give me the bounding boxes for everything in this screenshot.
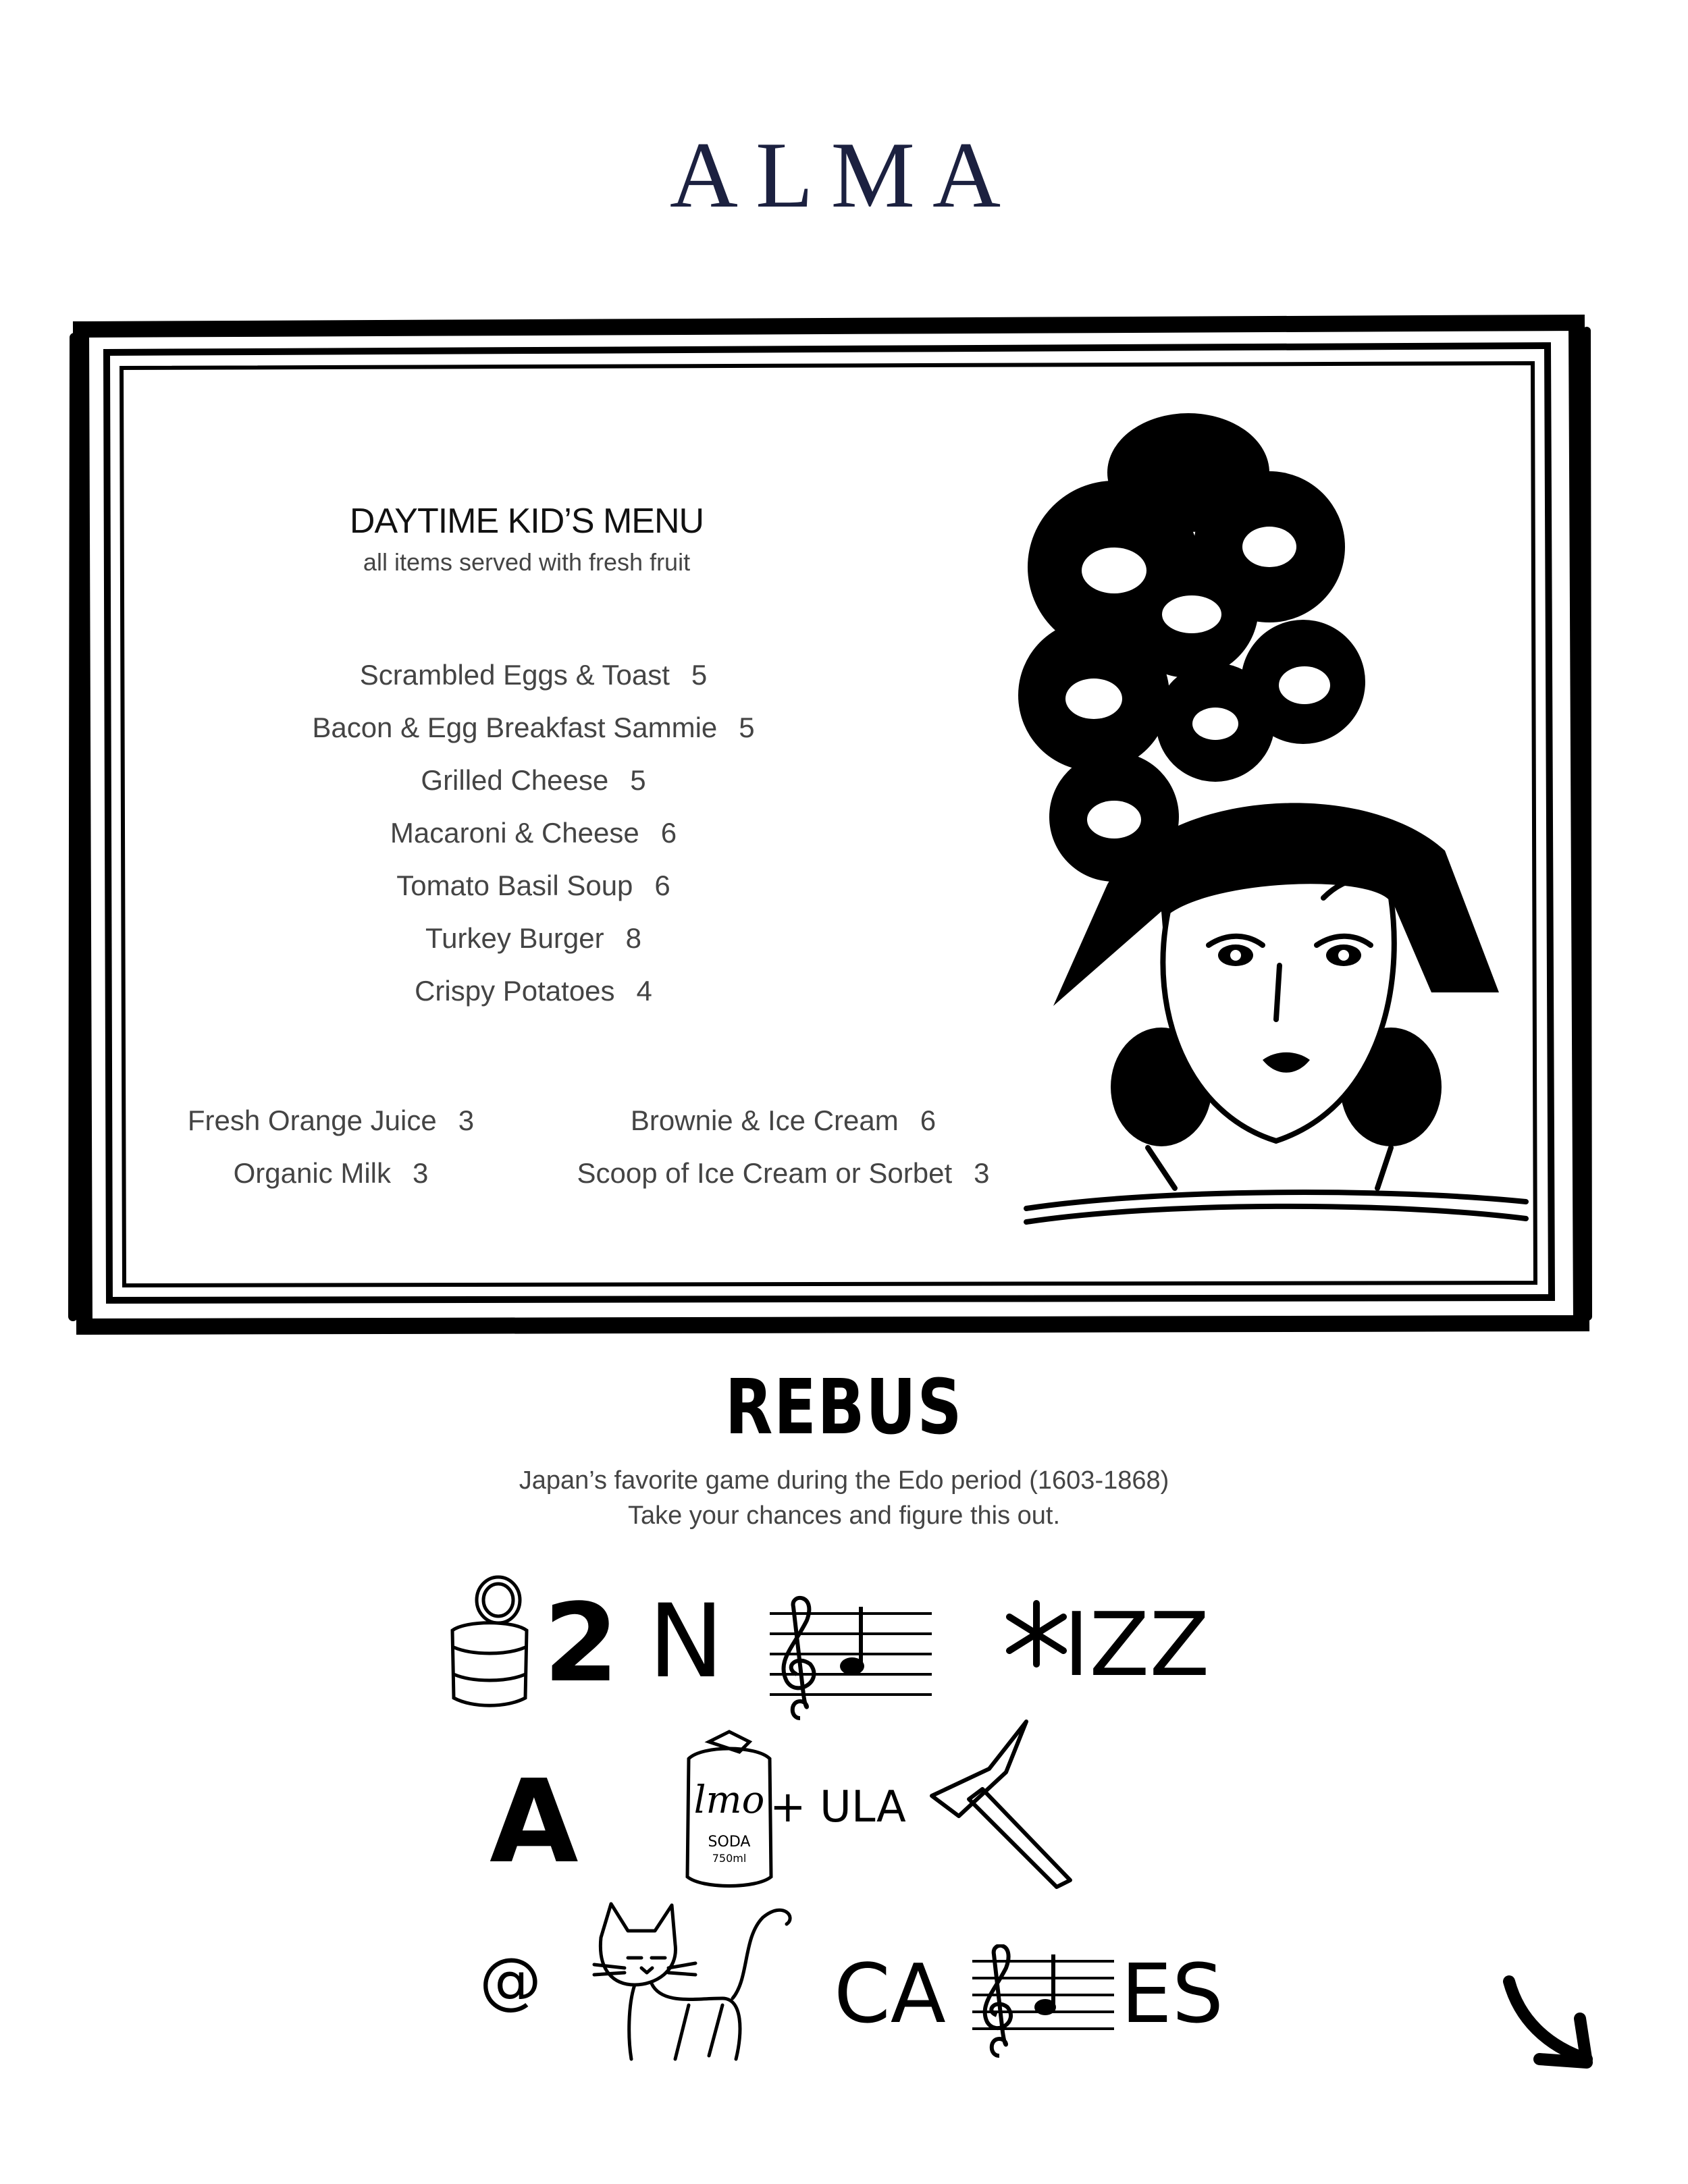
menu-item — [284, 712, 783, 744]
cat-icon — [587, 1897, 803, 2066]
menu-subtitle: all items served with fresh fruit — [363, 548, 691, 576]
menu-item-name: Macaroni & Cheese — [390, 817, 639, 849]
menu-item-name: Crispy Potatoes — [415, 975, 615, 1007]
asterisk-icon — [1006, 1600, 1067, 1668]
menu-item-price: 5 — [691, 659, 708, 691]
menu-item-name: Grilled Cheese — [421, 764, 609, 796]
rebus-plus-ula: + ULA — [770, 1782, 906, 1832]
soda-can-icon — [675, 1728, 783, 1890]
rebus-letter-a: A — [490, 1755, 579, 1889]
menu-item-name: Bacon & Egg Breakfast Sammie — [312, 712, 718, 743]
drink-item-name: Organic Milk — [233, 1157, 392, 1189]
dessert-item-name: Brownie & Ice Cream — [630, 1104, 899, 1136]
rebus-number-two: 2 — [544, 1580, 619, 1706]
menu-item — [284, 975, 783, 1007]
menu-item-price: 6 — [654, 870, 670, 901]
curved-arrow-icon[interactable] — [1499, 1971, 1607, 2079]
dessert-item-price: 6 — [920, 1104, 937, 1136]
rebus-letters-es: ES — [1121, 1948, 1223, 2042]
menu-item-price: 5 — [739, 712, 755, 743]
rebus-letters-izz: IZZ — [1063, 1593, 1210, 1696]
rebus-letter-n: N — [648, 1583, 724, 1701]
menu-title: DAYTIME KID’S MENU — [349, 502, 704, 541]
dessert-item-price: 3 — [974, 1157, 990, 1189]
menu-item — [284, 659, 783, 691]
soda-can-label: SODA — [708, 1834, 751, 1850]
dessert-item — [554, 1104, 1013, 1137]
dessert-item-name: Scoop of Ice Cream or Sorbet — [577, 1157, 953, 1189]
music-staff-icon — [770, 1593, 932, 1722]
restaurant-logo: ALMA — [669, 123, 1019, 228]
menu-item — [284, 922, 783, 955]
drink-item-price: 3 — [458, 1104, 475, 1136]
rebus-at-symbol: @ — [479, 1944, 542, 2017]
menu-item — [284, 764, 783, 797]
drink-item-name: Fresh Orange Juice — [187, 1104, 437, 1136]
menu-item — [284, 817, 783, 849]
music-staff-icon — [972, 1944, 1114, 2059]
soda-can-volume: 750ml — [712, 1852, 747, 1865]
menu-item-price: 5 — [630, 764, 646, 796]
rebus-letters-ca: CA — [834, 1948, 946, 2042]
pickaxe-icon — [925, 1715, 1087, 1890]
menu-item-price: 4 — [636, 975, 652, 1007]
menu-item-price: 8 — [625, 922, 641, 954]
menu-item-name: Tomato Basil Soup — [396, 870, 633, 901]
tin-can-icon — [446, 1573, 540, 1708]
drink-item — [176, 1104, 486, 1137]
rebus-title: REBUS — [724, 1364, 964, 1451]
menu-item-price: 6 — [660, 817, 677, 849]
dessert-item — [554, 1157, 1013, 1190]
menu-item — [284, 870, 783, 902]
rebus-description: Japan’s favorite game during the Edo period (1603-1868) — [519, 1466, 1169, 1495]
soda-can-brand: lmo — [693, 1778, 765, 1822]
woman-portrait-drawing-icon — [1013, 412, 1539, 1235]
menu-item-name: Scrambled Eggs & Toast — [359, 659, 670, 691]
rebus-instruction: Take your chances and figure this out. — [627, 1501, 1061, 1530]
menu-item-name: Turkey Burger — [425, 922, 604, 954]
drink-item-price: 3 — [413, 1157, 429, 1189]
drink-item — [176, 1157, 486, 1190]
